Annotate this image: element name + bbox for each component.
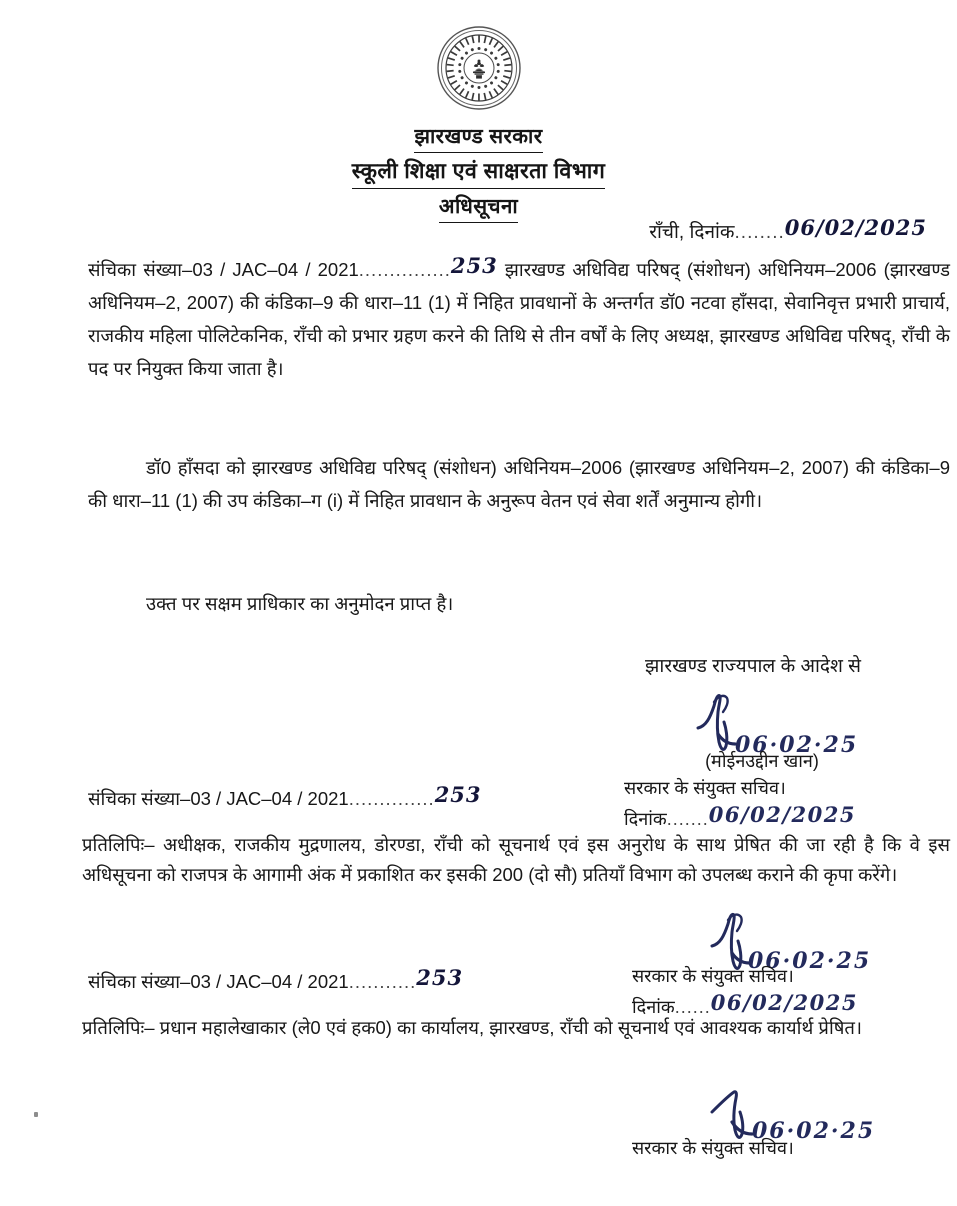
paragraph-one	[88, 250, 950, 386]
file-number-value: 253	[450, 253, 498, 278]
paragraph-one-text: झारखण्ड अधिविद्य परिषद् (संशोधन) अधिनियम–2006 (झारखण्ड अधिनियम–2, 2007) की कंडिका–9 की धारा–11 (1) में निहित प्रावधानों के अन्तर्गत डॉ0 नटवा हाँसदा, सेवानिवृत्त प्रभारी प्राचार्य, राजकीय महिला पोलिटेकनिक, राँची को प्रभार ग्रहण करने की तिथि से तीन वर्षों के लिए अध्यक्ष, झारखण्ड अधिविद्य परिषद्, राँची के पद पर नियुक्त किया जाता है।	[88, 259, 951, 380]
copy-2-paragraph	[82, 1013, 950, 1043]
signature-3-designation: सरकार के संयुक्त सचिव।	[632, 1138, 794, 1158]
signature-1-date-dots: .......	[666, 809, 709, 829]
signature-2-date-value: 06/02/2025	[710, 990, 858, 1015]
paragraph-two-text: डॉ0 हाँसदा को झारखण्ड अधिविद्य परिषद् (संशोधन) अधिनियम–2006 (झारखण्ड अधिनियम–2, 2007) की कंडिका–9 की धारा–11 (1) की उप कंडिका–ग (i) में निहित प्रावधान के अनुरूप वेतन एवं सेवा शर्तें अनुमान्य होगी।	[88, 457, 950, 511]
signature-1-date-line	[612, 802, 942, 834]
copy-1-file-number	[88, 782, 482, 811]
copy-2-file-value: 253	[416, 965, 464, 990]
paragraph-three-text: उक्त पर सक्षम प्राधिकार का अनुमोदन प्राप्त है।	[146, 593, 454, 614]
copy-1-file-dots: ..............	[348, 788, 435, 809]
department-title: स्कूली शिक्षा एवं साक्षरता विभाग	[0, 156, 957, 189]
copy-1-label: प्रतिलिपिः–	[82, 834, 155, 855]
scan-artifact-speck	[34, 1112, 38, 1117]
file-number-dots: ...............	[358, 259, 451, 280]
signature-3-handwritten-date: 06·02·25	[752, 1118, 876, 1144]
signature-2-date-dots: ......	[674, 997, 711, 1017]
paragraph-two	[88, 452, 950, 518]
jharkhand-government-emblem-icon	[433, 22, 525, 114]
signature-2-handwritten-date: 06·02·25	[748, 948, 872, 974]
copy-2-file-prefix: संचिका संख्या–03 / JAC–04 / 2021	[88, 971, 349, 992]
signature-block-3	[620, 1135, 950, 1162]
paragraph-three	[88, 588, 950, 621]
copy-2-file-dots: ...........	[348, 971, 417, 992]
copy-2-body-text: प्रधान महालेखाकार (ले0 एवं हक0) का कार्यालय, झारखण्ड, राँची को सूचनार्थ एवं आवश्यक कार्यार्थ प्रेषित।	[159, 1017, 862, 1038]
copy-2-file-number	[88, 965, 464, 994]
copy-1-file-prefix: संचिका संख्या–03 / JAC–04 / 2021	[88, 788, 349, 809]
place-and-date-line	[649, 215, 927, 244]
signatory-name: (मोईनउद्दीन खान)	[705, 751, 819, 771]
copy-1-body-text: अधीक्षक, राजकीय मुद्रणालय, डोरण्डा, राँची को सूचनार्थ एवं इस अनुरोध के साथ प्रेषित की जा रही है कि वे इस अधिसूचना को राजपत्र के आगामी अंक में प्रकाशित कर इसकी 200 (दो सौ) प्रतियाँ विभाग को उपलब्ध कराने की कृपा करेंगे।	[82, 834, 950, 885]
copy-1-paragraph	[82, 830, 950, 890]
document-type-title: अधिसूचना	[0, 192, 957, 223]
signature-1-date-label: दिनांक	[624, 809, 667, 829]
by-order-of-governor-line: झारखण्ड राज्यपाल के आदेश से	[645, 656, 861, 677]
signature-1-handwritten-date: 06·02·25	[735, 732, 859, 758]
place-date-label: राँची, दिनांक	[649, 222, 735, 243]
signatory-designation: सरकार के संयुक्त सचिव।	[624, 778, 786, 798]
place-date-dots: ........	[734, 222, 785, 243]
document-header	[0, 22, 957, 223]
signature-1-date-value: 06/02/2025	[708, 802, 856, 827]
signature-block-1	[612, 748, 942, 834]
copy-1-file-value: 253	[434, 782, 482, 807]
signature-2-designation: सरकार के संयुक्त सचिव।	[632, 966, 794, 986]
file-number-prefix: संचिका संख्या–03 / JAC–04 / 2021	[88, 259, 359, 280]
signature-2-date-label: दिनांक	[632, 997, 675, 1017]
state-title: झारखण्ड सरकार	[0, 122, 957, 153]
place-date-value: 06/02/2025	[784, 215, 927, 240]
copy-2-label: प्रतिलिपिः–	[82, 1017, 155, 1038]
